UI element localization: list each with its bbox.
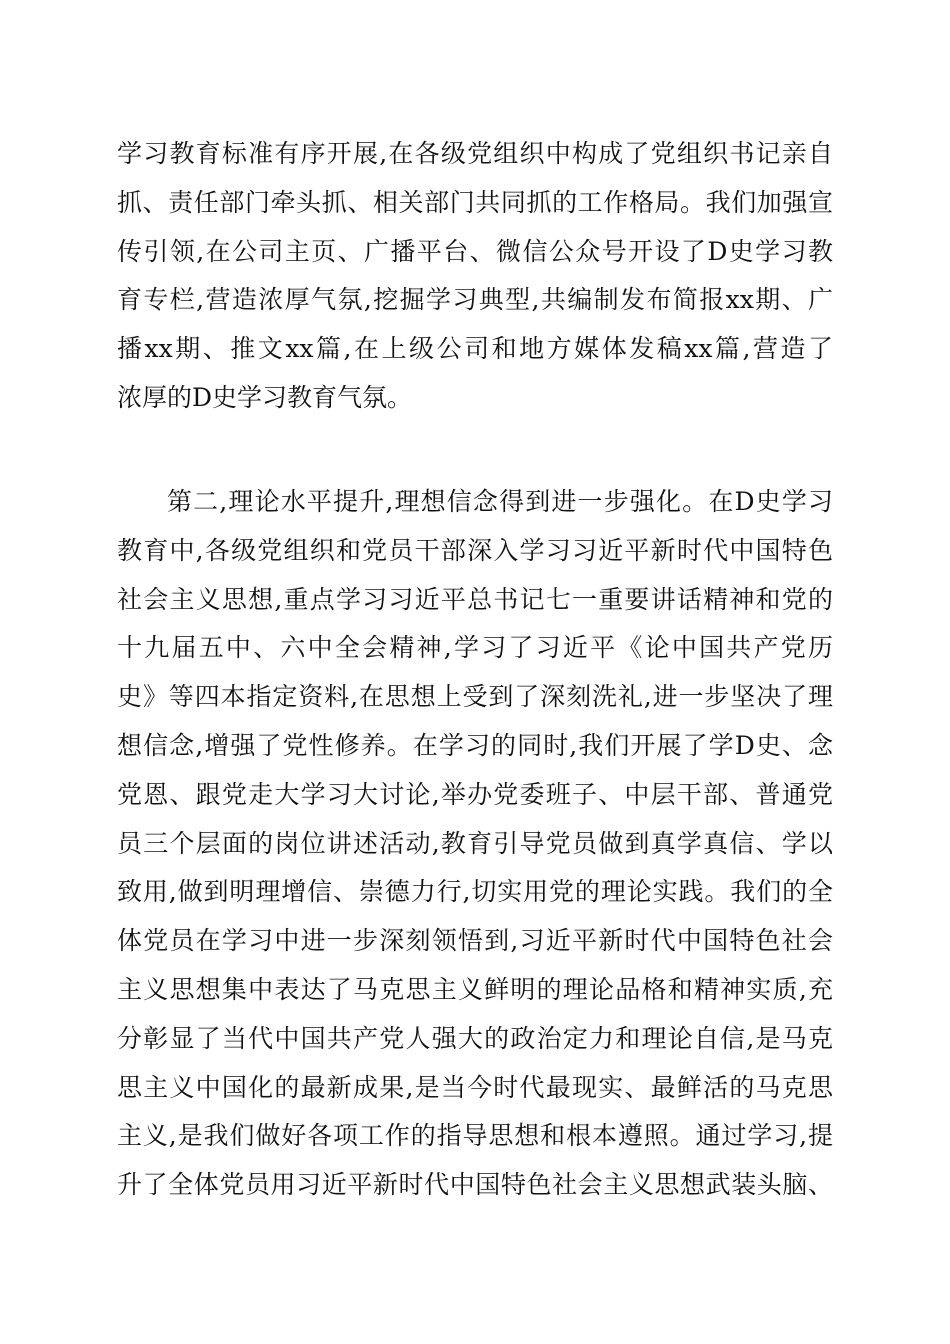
- text-line: 抓、责任部门牵头抓、相关部门共同抓的工作格局。我们加强宣: [117, 187, 833, 217]
- text-line: 育专栏,营造浓厚气氛,挖掘学习典型,共编制发布简报xx期、广: [117, 285, 833, 315]
- text-line: 升了全体党员用习近平新时代中国特色社会主义思想武装头脑、: [117, 1170, 833, 1200]
- text-line: 史》等四本指定资料,在思想上受到了深刻洗礼,进一步坚决了理: [117, 682, 833, 712]
- paragraph-2: [117, 478, 833, 1210]
- text-line: 想信念,增强了党性修养。在学习的同时,我们开展了学D史、念: [117, 730, 833, 760]
- text-line: 党恩、跟党走大学习大讨论,举办党委班子、中层干部、普通党: [117, 779, 833, 809]
- text-line: 主义,是我们做好各项工作的指导思想和根本遵照。通过学习,提: [117, 1121, 833, 1151]
- text-line: 分彰显了当代中国共产党人强大的政治定力和理论自信,是马克: [117, 1023, 833, 1053]
- text-line: 浓厚的D史学习教育气氛。: [117, 382, 413, 412]
- text-line: 体党员在学习中进一步深刻领悟到,习近平新时代中国特色社会: [117, 926, 833, 956]
- text-line: 员三个层面的岗位讲述活动,教育引导党员做到真学真信、学以: [117, 828, 833, 858]
- text-line: 传引领,在公司主页、广播平台、微信公众号开设了D史学习教: [117, 236, 833, 266]
- text-line: 思主义中国化的最新成果,是当今时代最现实、最鲜活的马克思: [117, 1072, 833, 1102]
- text-line: 主义思想集中表达了马克思主义鲜明的理论品格和精神实质,充: [117, 974, 833, 1004]
- text-line: 教育中,各级党组织和党员干部深入学习习近平新时代中国特色: [117, 535, 833, 565]
- text-line: 社会主义思想,重点学习习近平总书记七一重要讲话精神和党的: [117, 584, 833, 614]
- text-line: 致用,做到明理增信、崇德力行,切实用党的理论实践。我们的全: [117, 877, 833, 907]
- paragraph-1: [117, 130, 833, 423]
- text-line: 第二,理论水平提升,理想信念得到进一步强化。在D史学习: [167, 487, 833, 516]
- text-line: 播xx期、推文xx篇,在上级公司和地方媒体发稿xx篇,营造了: [117, 334, 833, 364]
- text-line: 十九届五中、六中全会精神,学习了习近平《论中国共产党历: [117, 633, 833, 663]
- text-line: 学习教育标准有序开展,在各级党组织中构成了党组织书记亲自: [117, 139, 833, 168]
